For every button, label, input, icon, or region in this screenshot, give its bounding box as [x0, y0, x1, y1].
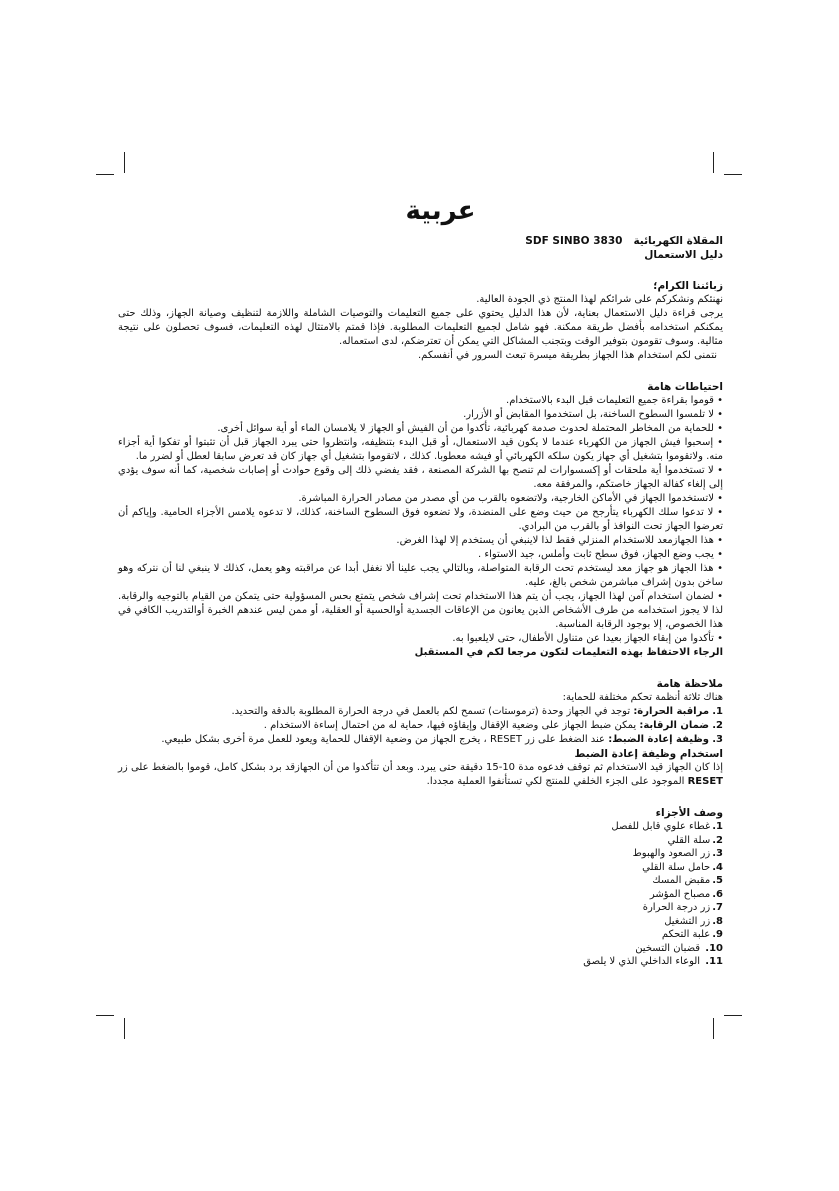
parts-item-number: 10.: [705, 942, 723, 954]
parts-item-number: 3.: [712, 848, 723, 859]
precaution-item: • لضمان استخدام آمن لهذا الجهاز، يجب أن يتم هذا الاستخدام تحت إشراف شخص يتمتع بحس المسؤولية حتى يتمكن من القيام بالتوجيه والرقابة. لذا لا يجوز استخدامه من طرف الأشخاص الذين يعانون من الإعاقات الجسدية أوالحسية أو العقلية، أو ممن ليس عندهم الخبرة أوالتدريب الكافي في هذا الخصوص، إلا بوجود الرقابة المناسبة.: [118, 591, 723, 630]
parts-item-number: 9.: [712, 929, 723, 940]
crop-mark: [724, 1015, 742, 1016]
reset-heading: استخدام وظيفة إعادة الضبط: [574, 748, 723, 760]
parts-item: [118, 874, 723, 888]
parts-item: [118, 861, 723, 875]
precaution-item: • هذا الجهازمعد للاستخدام المنزلي فقط لذا لاينبغي أن يستخدم إلا لهذا الغرض.: [396, 535, 723, 546]
parts-item-label: زر التشغيل: [664, 915, 711, 927]
note-item-number: 3.: [712, 734, 723, 745]
note-item: [118, 705, 723, 719]
crop-mark: [713, 152, 714, 173]
intro-line: نهنئكم ونشكركم على شرائكم لهذا المنتج ذي الجودة العالية.: [476, 294, 723, 305]
crop-mark: [124, 152, 125, 173]
parts-item-label: مصباح المؤشر: [649, 888, 711, 900]
parts-item: [118, 847, 723, 861]
parts-item-number: 4.: [712, 861, 723, 873]
parts-item-number: 5.: [712, 875, 723, 886]
parts-item-number: 1.: [712, 821, 723, 832]
precaution-item: • قوموا بقراءة جميع التعليمات قبل البدء بالاستخدام.: [506, 395, 723, 406]
note-item: [118, 733, 723, 747]
parts-item-number: 2.: [712, 834, 723, 846]
intro-heading: زبائننا الكرام؛: [653, 280, 723, 292]
parts-item-label: زر درجة الحرارة: [642, 902, 711, 913]
crop-mark: [124, 1018, 125, 1039]
reset-keyword: RESET: [687, 776, 723, 787]
parts-item-label: الوعاء الداخلي الذي لا يلصق: [583, 956, 704, 967]
parts-heading: وصف الأجزاء: [655, 807, 723, 819]
reset-text: إذا كان الجهاز قيد الاستخدام ثم توقف فدعوه مدة 10-15 دقيقة حتى يبرد. وبعد أن تتأكدوا من أن الجهازقد برد بشكل كامل، قوموا بالضغط على زر: [118, 762, 724, 773]
intro-line: نتمنى لكم استخدام هذا الجهاز بطريقة ميسرة تبعث السرور في أنفسكم.: [418, 350, 717, 361]
note-item: [118, 719, 723, 733]
precaution-item: • يجب وضع الجهاز، فوق سطح ثابت وأملس، جيد الاستواء .: [478, 549, 723, 560]
product-name: المقلاة الكهربائية: [633, 235, 723, 247]
manual-page: [118, 196, 723, 969]
parts-item-number: 11.: [705, 956, 723, 967]
note-item-text: توجد في الجهاز وحدة (ترموستات) تسمح لكم بالعمل في درجة الحرارة المطلوبة بالدقة والتحديد.: [231, 706, 634, 717]
note-item-number: 2.: [712, 720, 723, 731]
parts-item: [118, 915, 723, 929]
parts-item-label: سلة القلي: [667, 834, 711, 846]
note-item-number: 1.: [712, 706, 723, 717]
precaution-item: • لا تدعوا سلك الكهرباء يتأرجح من حيث وضع على المنضدة، ولا تضعوه فوق السطوح الساخنة، كذلك، لا تدعوه يلامس الأجزاء الحامية. وإياكم أن تعرضوا الجهاز تحت النوافذ أو بالقرب من البرادي.: [118, 507, 723, 532]
parts-item: [118, 955, 723, 969]
reset-text: الموجود على الجزء الخلفي للمنتج لكي تستأنفوا العملية مجددا.: [426, 776, 688, 787]
parts-item-label: مقبض المسك: [652, 875, 711, 886]
product-title: [118, 234, 723, 248]
crop-mark: [713, 1018, 714, 1039]
note-item-label: وظيفة إعادة الضبط:: [608, 734, 710, 745]
note-item-label: ضمان الرقابة:: [639, 720, 710, 731]
manual-subtitle: دليل الاستعمال: [644, 249, 723, 261]
parts-item-label: حامل سلة القلي: [642, 861, 711, 873]
parts-item: [118, 888, 723, 902]
precaution-item: • للحماية من المخاطر المحتملة لحدوث صدمة كهربائية، تأكدوا من أن الفيش أو الجهاز لا يلامسان الماء أو أية سوائل أخرى.: [217, 423, 723, 434]
reset-paragraph: [118, 761, 723, 789]
parts-item-label: غطاء علوي قابل للفصل: [611, 821, 711, 832]
parts-item-label: زر الصعود والهبوط: [632, 848, 711, 859]
parts-item: [118, 942, 723, 956]
reset-keyword: RESET: [489, 734, 522, 745]
precautions-heading: احتياطات هامة: [647, 381, 723, 393]
note-heading: ملاحظة هامة: [656, 678, 723, 690]
parts-item: [118, 901, 723, 915]
parts-item: [118, 820, 723, 834]
model-number: SDF SINBO 3830: [525, 235, 623, 247]
note-intro: هناك ثلاثة أنظمة تحكم مختلفة للحماية:: [562, 692, 723, 703]
precaution-item: • لاتستخدموا الجهاز في الأماكن الخارجية، ولاتضعوه بالقرب من أي مصدر من مصادر الحرارة المباشرة.: [298, 493, 723, 504]
precaution-item: • تأكدوا من إبقاء الجهاز بعيدا عن متناول الأطفال، حتى لايلعبوا به.: [452, 633, 723, 644]
note-item-text: ، يخرج الجهاز من وضعية الإقفال للحماية ويعود للعمل مرة أخرى بشكل طبيعي.: [161, 734, 490, 745]
parts-list: [118, 820, 723, 969]
precaution-item: • لا تلمسوا السطوح الساخنة، بل استخدموا المقابض أو الأزرار.: [463, 409, 723, 420]
precaution-item: • لا تستخدموا أية ملحقات أو إكسسوارات لم تنصح بها الشركة المصنعة ، فقد يفضي ذلك إلى وقوع حوادث أو إصابات شخصية، كما أنه سوف يؤدي إلى إلغاء كفالة الجهاز خاصتكم، والمرفقة معه.: [118, 465, 723, 490]
parts-item: [118, 928, 723, 942]
crop-mark: [724, 174, 742, 175]
intro-line: يرجى قراءة دليل الاستعمال بعناية، لأن هذا الدليل يحتوي على جميع التعليمات والتوصيات الشاملة واللازمة لتنظيف وصيانة الجهاز، وذلك حتى يمكنكم استخدامه بأفضل طريقة ممكنة. فهو شامل لجميع التعليمات المطلوبة. فإذا قمتم بالامتثال لهذه التعليمات، فسوف تحصلون على نتيجة مثالية. وسوف تقومون بتوفير الوقت وبتجنب المشاكل التي يمكن أن تعترضكم، لدى استعماله.: [118, 308, 723, 347]
parts-item-label: علبة التحكم: [661, 929, 711, 940]
note-item-label: مراقبة الحرارة:: [633, 706, 710, 717]
note-item-text: عند الضغط على زر: [521, 734, 609, 745]
keep-instructions-note: الرجاء الاحتفاظ بهذه التعليمات لتكون مرجعا لكم في المستقبل: [414, 647, 723, 658]
crop-mark: [96, 174, 114, 175]
page-title: عربية: [405, 196, 476, 226]
precaution-item: • هذا الجهاز هو جهاز معد ليستخدم تحت الرقابة المتواصلة، وبالتالي يجب علينا ألا نغفل أبدا عن مراقبته وهو يعمل، كذلك لا ينبغي لنا أن نتركه وهو ساخن بدون إشراف مباشرمن شخص بالغ، عليه.: [118, 563, 723, 588]
parts-item-number: 6.: [712, 888, 723, 900]
note-item-text: يمكن ضبط الجهاز على وضعية الإقفال وإيقاؤه فيها، حماية له من احتمال إساءة الاستخدام .: [263, 720, 640, 731]
parts-item-label: قضبان التسخين: [635, 942, 704, 954]
crop-mark: [96, 1015, 114, 1016]
precaution-item: • إسحبوا فيش الجهاز من الكهرباء عندما لا يكون قيد الاستعمال، أو قبل البدء بتنظيفه، وانتظروا حتى يبرد الجهاز قبل أن تثبتوا أو تفكوا أية أجزاء منه. ولاتقوموا بتشغيل أي جهاز يكون سلكه الكهربائي أو فيشه معطوبا. كذلك ، لاتقوموا بتشغيل أي جهاز كان قد تعرض سابقا لعطل أو لضرر ما.: [118, 437, 723, 462]
parts-item: [118, 834, 723, 848]
parts-item-number: 7.: [712, 902, 723, 913]
parts-item-number: 8.: [712, 915, 723, 927]
